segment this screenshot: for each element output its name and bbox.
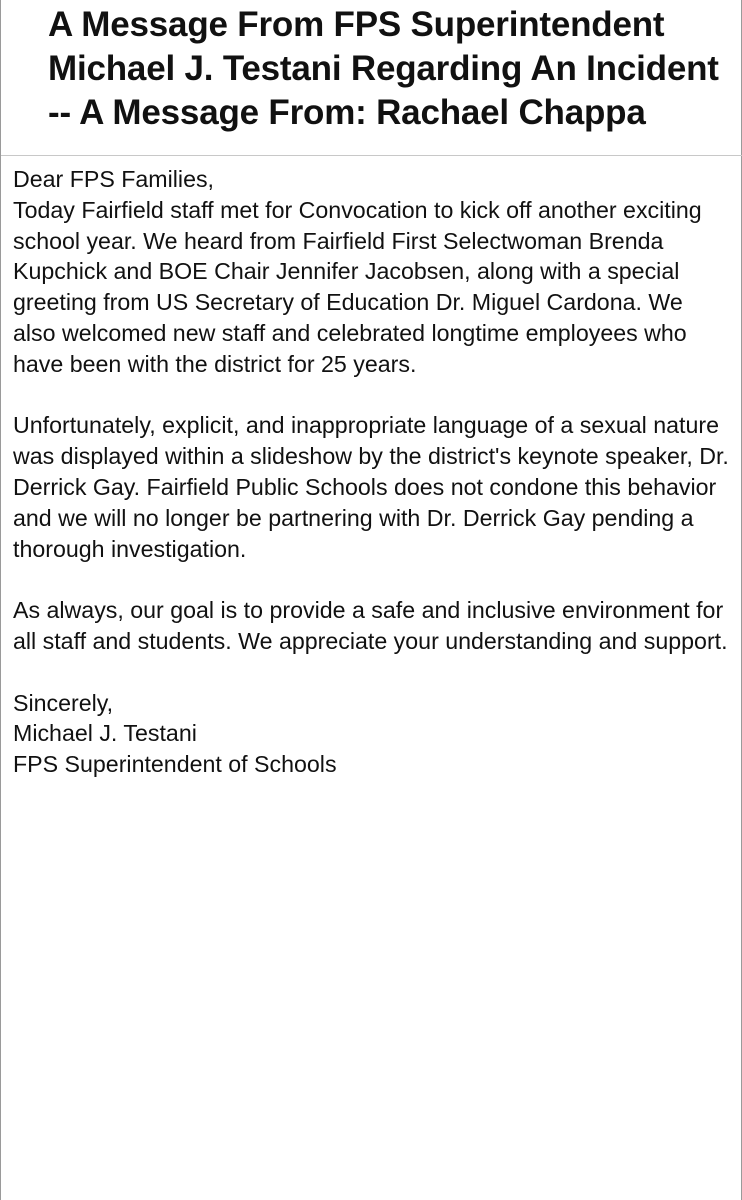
paragraph-spacer — [13, 564, 731, 595]
paragraph-spacer — [13, 657, 731, 688]
message-title: A Message From FPS Superintendent Michael J. Testani Regarding An Incident -- A Message From: Rachael Chappa — [48, 5, 719, 132]
title-divider — [1, 155, 742, 156]
signature-title: FPS Superintendent of Schools — [13, 751, 337, 778]
paragraph-spacer — [13, 380, 731, 411]
greeting-line: Dear FPS Families, — [13, 166, 214, 192]
paragraph-incident: Unfortunately, explicit, and inappropriate language of a sexual nature was displayed within a slideshow by the district's keynote speaker, Dr. Derrick Gay. Fairfield Public Schools does not condone this behavior and we will no longer be partnering with Dr. Derrick Gay pending a thorough investigation. — [13, 412, 729, 562]
paragraph-goal: As always, our goal is to provide a safe and inclusive environment for all staff and students. We appreciate your understanding and support. — [13, 597, 728, 654]
document-content — [13, 0, 731, 780]
paragraph-convocation: Today Fairfield staff met for Convocation to kick off another exciting school year. We heard from Fairfield First Selectwoman Brenda Kupchick and BOE Chair Jennifer Jacobsen, along with a special greeting from US Secretary of Education Dr. Miguel Cardona. We also welcomed new staff and celebrated longtime employees who have been with the district for 25 years. — [13, 196, 702, 377]
message-body — [13, 164, 731, 780]
closing-line: Sincerely, — [13, 689, 114, 716]
signature-name: Michael J. Testani — [13, 720, 197, 747]
